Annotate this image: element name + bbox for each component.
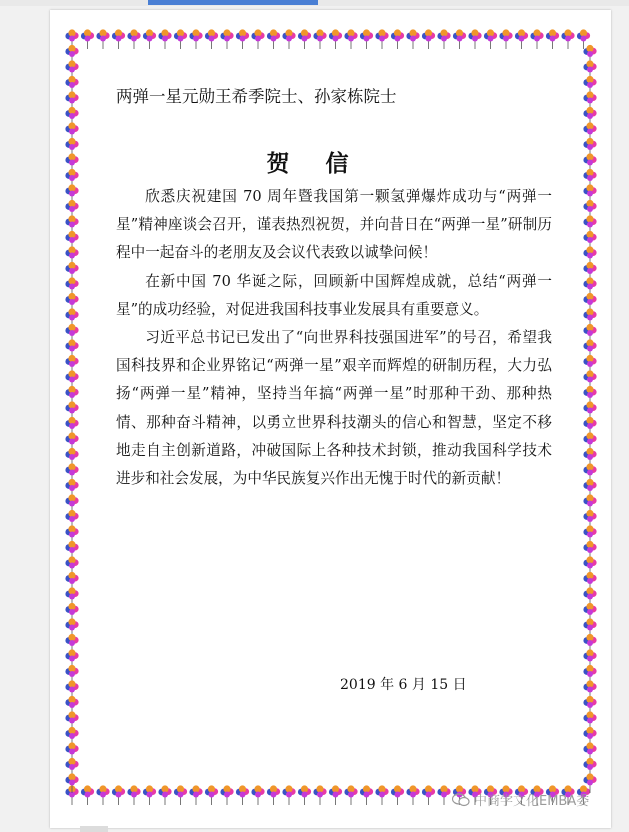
watermark-text: 中商学文化EMBA委	[474, 794, 590, 809]
letter-date: 2019 年 6 月 15 日	[340, 677, 467, 693]
balloon-ornament	[298, 29, 311, 49]
balloon-ornament	[81, 785, 94, 805]
balloon-ornament	[329, 29, 342, 49]
balloon-ornament	[236, 29, 249, 49]
balloon-ornament	[406, 29, 419, 49]
balloon-ornament	[143, 785, 156, 805]
paragraph-3: 习近平总书记已发出了“向世界科技强国进军”的号召，希望我国科技界和企业界铭记“两弹一星”艰辛而辉煌的研制历程，大力弘扬“两弹一星”精神，坚持当年搞“两弹一星”时那种干劲、那种热情、那种奋斗精神，以勇立世界科技潮头的信心和智慧，坚定不移地走自主创新道路，冲破国际上各种技术封锁，推动我国科学技术进步和社会发展，为中华民族复兴作出无愧于时代的新贡献！	[116, 329, 552, 488]
balloon-ornament	[406, 785, 419, 805]
watermark	[452, 790, 589, 809]
balloon-ornament	[96, 785, 109, 805]
balloon-ornament	[127, 785, 140, 805]
balloon-ornament	[112, 785, 125, 805]
page-footer-hint	[80, 826, 108, 832]
balloon-ornament	[267, 29, 280, 49]
balloon-ornament	[561, 29, 574, 49]
balloon-ornament	[174, 29, 187, 49]
balloon-ornament	[81, 29, 94, 49]
balloon-ornament	[174, 785, 187, 805]
balloon-ornament	[453, 29, 466, 49]
balloon-ornament	[344, 785, 357, 805]
balloon-ornament	[298, 785, 311, 805]
paragraph-2: 在新中国 70 华诞之际，回顾新中国辉煌成就，总结“两弹一星”的成功经验，对促进我国科技事业发展具有重要意义。	[116, 272, 552, 318]
balloon-ornament	[422, 785, 435, 805]
balloon-ornament	[391, 29, 404, 49]
balloon-ornament	[189, 785, 202, 805]
balloon-ornament	[422, 29, 435, 49]
paragraph-1: 欣悉庆祝建国 70 周年暨我国第一颗氢弹爆炸成功与“两弹一星”精神座谈会召开，谨表热烈祝贺，并向昔日在“两弹一星”研制历程中一起奋斗的老朋友及会议代表致以诚挚问候！	[116, 188, 552, 262]
balloon-ornament	[344, 29, 357, 49]
balloon-ornament	[251, 785, 264, 805]
balloon-ornament	[313, 29, 326, 49]
recipient-line: 两弹一星元勋王希季院士、孙家栋院士	[116, 87, 397, 106]
viewer-topbar	[0, 0, 629, 6]
balloon-ornament	[546, 29, 559, 49]
balloon-ornament	[96, 29, 109, 49]
balloon-ornament	[499, 29, 512, 49]
balloon-ornament	[375, 29, 388, 49]
balloon-ornament	[127, 29, 140, 49]
balloon-ornament	[282, 29, 295, 49]
balloon-ornament	[251, 29, 264, 49]
balloon-ornament	[267, 785, 280, 805]
balloon-ornament	[360, 785, 373, 805]
balloon-ornament	[282, 785, 295, 805]
balloon-ornament	[313, 785, 326, 805]
balloon-ornament	[205, 29, 218, 49]
balloon-ornament	[515, 29, 528, 49]
balloon-ornament	[375, 785, 388, 805]
balloon-ornament	[143, 29, 156, 49]
balloon-ornament	[437, 29, 450, 49]
balloon-ornament	[468, 29, 481, 49]
wechat-icon	[452, 793, 470, 807]
balloon-ornament	[112, 29, 125, 49]
balloon-ornament	[329, 785, 342, 805]
balloon-ornament	[220, 785, 233, 805]
balloon-ornament	[220, 29, 233, 49]
letter-body	[116, 183, 552, 493]
balloon-ornament	[391, 785, 404, 805]
balloon-ornament	[205, 785, 218, 805]
balloon-ornament	[530, 29, 543, 49]
balloon-ornament	[360, 29, 373, 49]
balloon-ornament	[236, 785, 249, 805]
balloon-ornament	[484, 29, 497, 49]
balloon-ornament	[158, 785, 171, 805]
active-tab-indicator[interactable]	[148, 0, 318, 5]
balloon-ornament	[189, 29, 202, 49]
balloon-ornament	[437, 785, 450, 805]
letter-title: 贺 信	[266, 150, 363, 177]
balloon-ornament	[158, 29, 171, 49]
